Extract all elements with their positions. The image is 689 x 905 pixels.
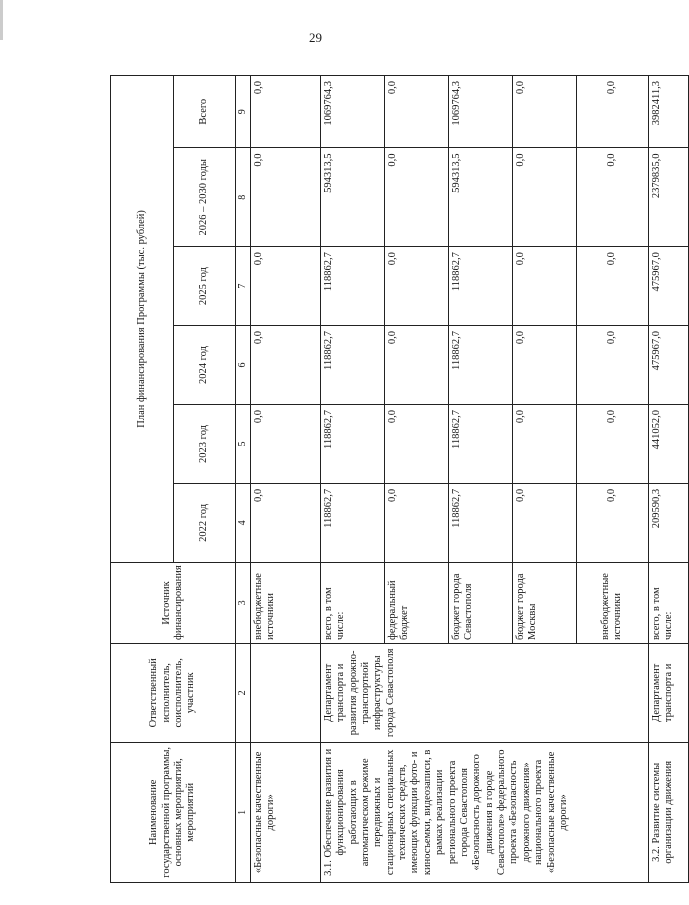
value-cell: 0,0 [576,483,648,562]
header-plan-group: План финансирования Программы (тыс. рублей) [111,76,174,563]
row-executor: Департамент транспорта и развития дорожно-транспортной инфраструктуры города Севастополя [320,643,648,742]
value-cell: 118862,7 [448,247,512,326]
column-number-row [236,76,251,883]
header-total: Всего [174,76,236,148]
value-cell: 594313,5 [320,148,384,247]
value-cell: 0,0 [250,404,320,483]
value-cell: 0,0 [250,326,320,405]
header-year-2022: 2022 год [174,483,236,562]
header-year-2023: 2023 год [174,404,236,483]
funding-source: бюджет города Москвы [512,562,576,643]
funding-source: бюджет города Севастополя [448,562,512,643]
page-number: 29 [309,30,322,45]
table-container [110,75,675,883]
rotated-table-frame [110,75,675,883]
value-cell: 0,0 [512,76,576,148]
funding-source: внебюджетные источники [250,562,320,643]
header-col3: Источник финансирования [111,562,236,643]
value-cell: 0,0 [384,148,448,247]
row-title: 3.1. Обеспечение развития и функционирования работающих в автоматическом режиме передвижных и стационарных специальных технических средств, имеющих функции фото- и киносъемки, видеозаписи, в рамках реализации регионального проекта города Севастополя «Безопасность дорожного движения в городе Севастополе» федерального проекта «Безопасность дорожного движения» национального проекта «Безопасные качественные дороги» [320,742,648,882]
value-cell: 0,0 [250,76,320,148]
funding-source: внебюджетные источники [576,562,648,643]
value-cell: 0,0 [576,148,648,247]
header-col2: Ответственный исполнитель, соисполнитель, участник [111,643,236,742]
value-cell: 0,0 [384,76,448,148]
table-row [648,76,688,883]
value-cell: 0,0 [512,326,576,405]
value-cell: 0,0 [576,247,648,326]
value-cell: 0,0 [250,247,320,326]
column-number: 1 [236,742,251,882]
value-cell: 0,0 [250,483,320,562]
column-number: 6 [236,326,251,405]
value-cell: 0,0 [384,483,448,562]
value-cell: 0,0 [384,404,448,483]
column-number: 8 [236,148,251,247]
header-year-2025: 2025 год [174,247,236,326]
column-number: 7 [236,247,251,326]
value-cell: 118862,7 [320,404,384,483]
value-cell: 2379835,0 [648,148,688,247]
value-cell: 475967,0 [648,326,688,405]
value-cell: 0,0 [250,148,320,247]
column-number: 2 [236,643,251,742]
header-col1: Наименование государственной программы, основных мероприятий, мероприятий [111,742,236,882]
value-cell: 594313,5 [448,148,512,247]
value-cell: 0,0 [512,148,576,247]
value-cell: 0,0 [512,247,576,326]
value-cell: 0,0 [512,483,576,562]
value-cell: 1069764,3 [320,76,384,148]
column-number: 4 [236,483,251,562]
value-cell: 118862,7 [448,326,512,405]
value-cell: 0,0 [576,404,648,483]
table-row [250,76,320,883]
column-number: 3 [236,562,251,643]
funding-source: всего, в том числе: [648,562,688,643]
value-cell: 475967,0 [648,247,688,326]
value-cell: 0,0 [576,76,648,148]
value-cell: 0,0 [576,326,648,405]
value-cell: 1069764,3 [448,76,512,148]
header-year-2026-2030: 2026 – 2030 годы [174,148,236,247]
value-cell: 118862,7 [448,483,512,562]
funding-source: федеральный бюджет [384,562,448,643]
column-number: 9 [236,76,251,148]
value-cell: 118862,7 [448,404,512,483]
value-cell: 118862,7 [320,247,384,326]
value-cell: 0,0 [512,404,576,483]
value-cell: 441052,0 [648,404,688,483]
value-cell: 118862,7 [320,483,384,562]
row-executor [250,643,320,742]
header-year-2024: 2024 год [174,326,236,405]
value-cell: 209590,3 [648,483,688,562]
value-cell: 118862,7 [320,326,384,405]
value-cell: 0,0 [384,326,448,405]
row-title: «Безопасные качественные дороги» [250,742,320,882]
row-executor: Департамент транспорта и [648,643,688,742]
financing-table [110,75,689,883]
value-cell: 0,0 [384,247,448,326]
column-number: 5 [236,404,251,483]
funding-source: всего, в том числе: [320,562,384,643]
value-cell: 3982411,3 [648,76,688,148]
row-title: 3.2. Развитие системы организации движения [648,742,688,882]
table-row [320,76,384,883]
